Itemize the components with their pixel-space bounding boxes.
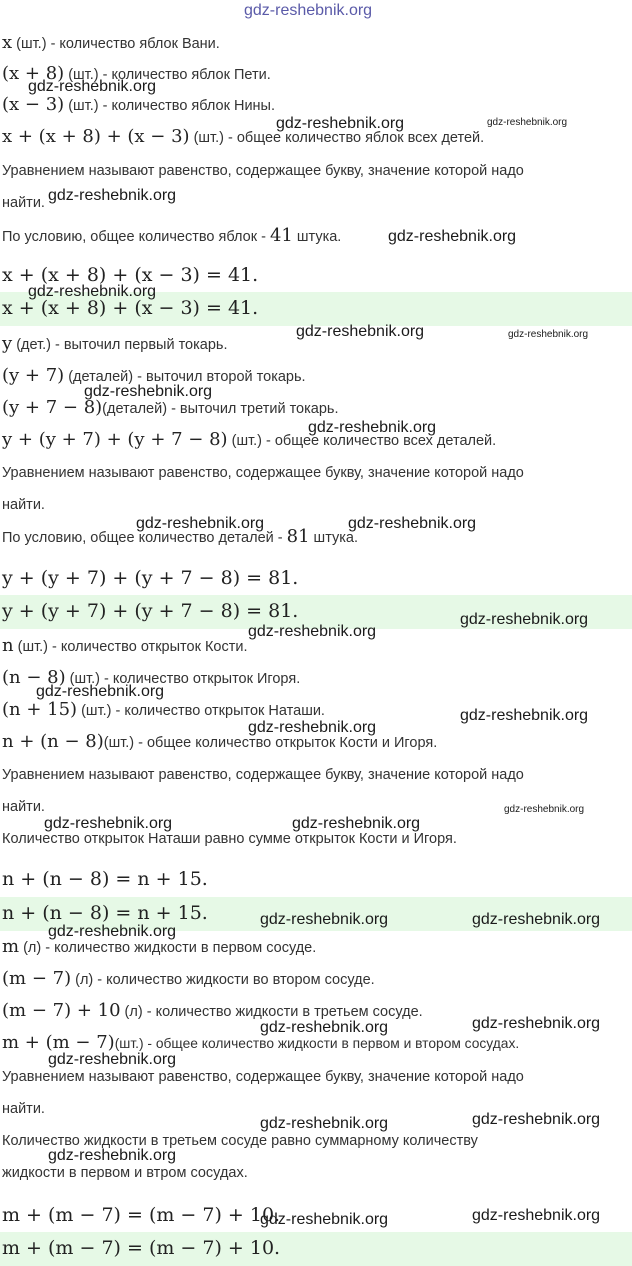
condition-line-continued: жидкости в первом и втром сосудах. bbox=[2, 1165, 248, 1181]
definition-line: y + (y + 7) + (y + 7 − 8) (шт.) - общее количество всех деталей. bbox=[2, 429, 497, 450]
equation: m + (m − 7) = (m − 7) + 10. bbox=[2, 1204, 281, 1226]
site-watermark-small: gdz-reshebnik.org bbox=[508, 329, 589, 340]
site-watermark: gdz-reshebnik.org bbox=[260, 1115, 389, 1132]
definition-line: (x + 8) (шт.) - количество яблок Пети. bbox=[2, 63, 271, 84]
answer-equation: y + (y + 7) + (y + 7 − 8) = 81. bbox=[2, 600, 299, 622]
equation-definition: Уравнением называют равенство, содержащее букву, значение которой надо bbox=[2, 465, 524, 481]
equation-definition-end: найти. bbox=[2, 1101, 45, 1117]
site-watermark: gdz-reshebnik.org bbox=[460, 611, 589, 628]
definition-line: (n − 8) (шт.) - количество открыток Игоря. bbox=[2, 667, 301, 688]
site-watermark: gdz-reshebnik.org bbox=[44, 815, 173, 832]
condition-line: Количество жидкости в третьем сосуде равно суммарному количеству bbox=[2, 1133, 478, 1149]
condition-line: По условию, общее количество яблок - 41 штука. bbox=[2, 225, 342, 246]
equation: x + (x + 8) + (x − 3) = 41. bbox=[2, 264, 259, 286]
equation-definition: Уравнением называют равенство, содержащее букву, значение которой надо bbox=[2, 1069, 524, 1085]
site-watermark: gdz-reshebnik.org bbox=[276, 115, 405, 132]
definition-line: x (шт.) - количество яблок Вани. bbox=[2, 32, 220, 53]
site-watermark-top: gdz-reshebnik.org bbox=[244, 2, 373, 19]
site-watermark: gdz-reshebnik.org bbox=[388, 228, 517, 245]
equation-definition: Уравнением называют равенство, содержащее букву, значение которой надо bbox=[2, 767, 524, 783]
equation-definition: Уравнением называют равенство, содержащее букву, значение которой надо bbox=[2, 163, 524, 179]
site-watermark: gdz-reshebnik.org bbox=[248, 719, 377, 736]
site-watermark-small: gdz-reshebnik.org bbox=[504, 804, 585, 815]
site-watermark: gdz-reshebnik.org bbox=[48, 187, 177, 204]
site-watermark: gdz-reshebnik.org bbox=[348, 515, 477, 532]
site-watermark: gdz-reshebnik.org bbox=[472, 911, 601, 928]
answer-highlight bbox=[0, 1232, 632, 1266]
site-watermark: gdz-reshebnik.org bbox=[28, 78, 157, 95]
definition-line: (x − 3) (шт.) - количество яблок Нины. bbox=[2, 94, 276, 115]
equation-definition-end: найти. bbox=[2, 195, 45, 211]
definition-line: (m − 7) + 10 (л) - количество жидкости в третьем сосуде. bbox=[2, 1000, 423, 1021]
site-watermark: gdz-reshebnik.org bbox=[308, 419, 437, 436]
site-watermark: gdz-reshebnik.org bbox=[260, 1211, 389, 1228]
site-watermark: gdz-reshebnik.org bbox=[84, 383, 213, 400]
answer-equation: n + (n − 8) = n + 15. bbox=[2, 902, 208, 924]
site-watermark: gdz-reshebnik.org bbox=[296, 323, 425, 340]
site-watermark: gdz-reshebnik.org bbox=[292, 815, 421, 832]
site-watermark: gdz-reshebnik.org bbox=[36, 683, 165, 700]
definition-line: (y + 7 − 8)(деталей) - выточил третий токарь. bbox=[2, 397, 339, 418]
site-watermark: gdz-reshebnik.org bbox=[260, 911, 389, 928]
site-watermark: gdz-reshebnik.org bbox=[472, 1207, 601, 1224]
site-watermark-small: gdz-reshebnik.org bbox=[487, 117, 568, 128]
definition-line: (y + 7) (деталей) - выточил второй токарь. bbox=[2, 365, 306, 386]
site-watermark: gdz-reshebnik.org bbox=[472, 1015, 601, 1032]
equation-definition-end: найти. bbox=[2, 799, 45, 815]
definition-line: x + (x + 8) + (x − 3) (шт.) - общее количество яблок всех детей. bbox=[2, 126, 485, 147]
condition-line: Количество открыток Наташи равно сумме открыток Кости и Игоря. bbox=[2, 831, 457, 847]
equation: n + (n − 8) = n + 15. bbox=[2, 868, 208, 890]
definition-line: y (дет.) - выточил первый токарь. bbox=[2, 333, 228, 354]
answer-equation: m + (m − 7) = (m − 7) + 10. bbox=[2, 1237, 281, 1259]
definition-line: (m − 7) (л) - количество жидкости во втором сосуде. bbox=[2, 968, 375, 989]
definition-line: n (шт.) - количество открыток Кости. bbox=[2, 635, 248, 656]
site-watermark: gdz-reshebnik.org bbox=[28, 283, 157, 300]
site-watermark: gdz-reshebnik.org bbox=[260, 1019, 389, 1036]
site-watermark: gdz-reshebnik.org bbox=[248, 623, 377, 640]
site-watermark: gdz-reshebnik.org bbox=[136, 515, 265, 532]
site-watermark: gdz-reshebnik.org bbox=[460, 707, 589, 724]
site-watermark: gdz-reshebnik.org bbox=[48, 923, 177, 940]
site-watermark: gdz-reshebnik.org bbox=[48, 1051, 177, 1068]
site-watermark: gdz-reshebnik.org bbox=[48, 1147, 177, 1164]
definition-line: n + (n − 8)(шт.) - общее количество открыток Кости и Игоря. bbox=[2, 731, 438, 752]
definition-line: m (л) - количество жидкости в первом сосуде. bbox=[2, 936, 317, 957]
site-watermark: gdz-reshebnik.org bbox=[472, 1111, 601, 1128]
equation-definition-end: найти. bbox=[2, 497, 45, 513]
condition-line: По условию, общее количество деталей - 81 штука. bbox=[2, 526, 359, 547]
equation: y + (y + 7) + (y + 7 − 8) = 81. bbox=[2, 567, 299, 589]
answer-equation: x + (x + 8) + (x − 3) = 41. bbox=[2, 297, 259, 319]
definition-line: m + (m − 7)(шт.) - общее количество жидкости в первом и втором сосудах. bbox=[2, 1032, 520, 1053]
definition-line: (n + 15) (шт.) - количество открыток Наташи. bbox=[2, 699, 325, 720]
